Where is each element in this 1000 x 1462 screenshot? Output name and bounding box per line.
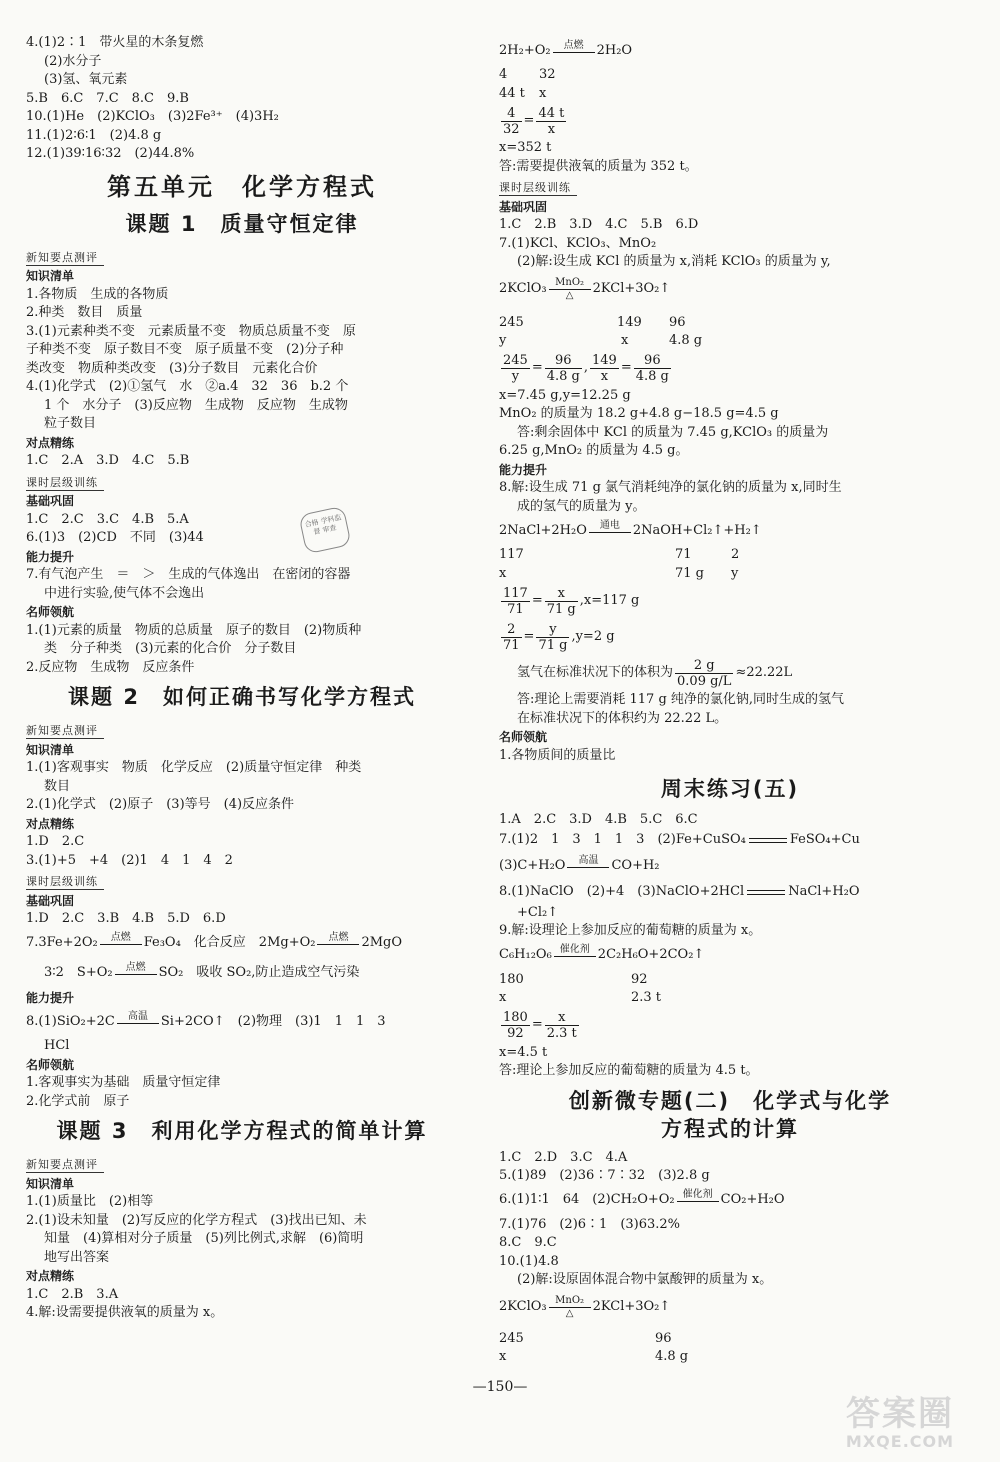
mass-value: x (499, 990, 507, 1005)
condition-bottom: △ (565, 290, 574, 301)
answer-line: 8.解:设生成 71 g 氯气消耗纯净的氯化钠的质量为 x,同时生 (499, 480, 842, 495)
equation-text: 2H₂+O₂ (499, 42, 551, 58)
mass-row (499, 85, 961, 104)
reaction-condition (317, 932, 359, 955)
answer-line: 4.(1)化学式 (2)①氢气 水 ②a.4 32 36 b.2 个 (26, 379, 349, 394)
equation-text: CO₂+H₂O (720, 1192, 785, 1208)
mass-row (499, 332, 961, 351)
subheading: 基础巩固 (26, 893, 75, 908)
equation-text: 2KClO₃ (499, 1299, 547, 1315)
answer-line: 2.(1)化学式 (2)原子 (3)等号 (4)反应条件 (26, 797, 295, 812)
mass-value: 245 (499, 314, 524, 330)
answer-line: 11.(1)2∶6∶1 (2)4.8 g (26, 127, 162, 143)
answer-line: x=7.45 g,y=12.25 g (499, 387, 631, 403)
right-column (499, 36, 961, 1367)
equation-text: 2KClO₃ (499, 281, 547, 297)
equation-text: C₆H₁₂O₆ (499, 947, 552, 963)
answer-line: 7.(1)KCl、KClO₃、MnO₂ (499, 235, 657, 251)
mass-value: 96 (655, 1330, 672, 1346)
reaction-condition (553, 40, 595, 63)
equation-text: ,x=117 g (579, 592, 640, 608)
mass-row (499, 546, 961, 565)
unit-title: 第五单元 化学方程式 (107, 172, 377, 201)
equation-line (499, 272, 961, 308)
denominator: 71 (503, 637, 520, 653)
mass-value: 4.8 g (655, 1349, 689, 1364)
condition-top: 催化剂 (677, 1189, 719, 1202)
fraction (536, 622, 569, 653)
fraction (501, 586, 530, 617)
mass-value: 245 (499, 1330, 524, 1346)
equation-line (499, 852, 961, 882)
mass-value: 2.3 t (631, 990, 662, 1005)
proportion-line: $\frac{245}{y}$ = $\frac{96}{4.8 g}$ , $\frac{149}{x}$ = $\frac{96}{4.8 g}$ (503, 353, 669, 384)
answer-line: 1.(1)元素的质量 物质的总质量 原子的数目 (2)物质种 (26, 622, 362, 638)
fraction (501, 106, 522, 137)
equation-text: NaCl+H₂O (788, 884, 860, 900)
subheading: 能力提升 (26, 990, 75, 1005)
denominator: 2.3 t (546, 1026, 577, 1041)
equation-text: ,y=2 g (571, 628, 615, 644)
page-number: —150— (472, 1379, 528, 1395)
equation-text: 8.(1)NaClO (2)+4 (3)NaClO+2HCl (499, 884, 745, 900)
answer-line: 1 个 水分子 (3)反应物 生成物 反应物 生成物 (44, 397, 348, 413)
answer-line: 1.C 2.C 3.C 4.B 5.A (26, 511, 189, 527)
answer-line: 9.解:设理论上参加反应的葡萄糖的质量为 x。 (499, 923, 762, 938)
denominator: 71 g (538, 637, 568, 653)
numerator: y (536, 622, 569, 638)
condition-top: 点燃 (100, 932, 142, 945)
condition-top: 催化剂 (554, 944, 596, 957)
mass-value: 92 (631, 971, 648, 987)
answer-line: 5.B 6.C 7.C 8.C 9.B (26, 90, 189, 106)
denominator: 0.09 g/L (677, 673, 732, 689)
mass-value: y (731, 565, 739, 581)
fraction (536, 106, 566, 137)
reaction-condition (549, 1295, 591, 1320)
equation-text: 2C₂H₆O+2CO₂↑ (597, 947, 705, 963)
answer-line: 6.25 g,MnO₂ 的质量为 4.5 g。 (499, 443, 689, 458)
equation-text: 2KCl+3O₂↑ (592, 281, 671, 297)
equation-line (499, 1290, 961, 1326)
fraction (675, 658, 733, 689)
subheading: 知识清单 (26, 269, 75, 283)
denominator: 32 (503, 121, 520, 137)
answer-line: 答:剩余固体中 KCl 的质量为 7.45 g,KClO₃ 的质量为 (517, 424, 829, 440)
reaction-condition (100, 932, 142, 955)
numerator: 96 (634, 353, 671, 369)
answer-line: 数目 (44, 778, 71, 794)
reaction-condition (567, 855, 609, 878)
mass-row (499, 314, 961, 333)
answer-line: (2)水分子 (44, 53, 102, 69)
subheading: 对点精练 (26, 435, 75, 450)
subheading: 知识清单 (26, 1176, 75, 1191)
answer-line: 7.有气泡产生 ＝ ＞ 生成的气体逸出 在密闭的容器 (26, 567, 351, 582)
subheading: 基础巩固 (26, 494, 75, 508)
mass-row (499, 1348, 961, 1367)
section-label: 新知要点测评 (26, 723, 104, 739)
equation-text: 7.(1)2 1 3 1 1 3 (2)Fe+CuSO₄ (499, 832, 746, 848)
answer-line: 3.(1)+5 +4 (2)1 4 1 4 2 (26, 852, 233, 868)
subheading: 名师领航 (499, 730, 548, 744)
fraction (501, 353, 530, 384)
answer-line: 类改变 物质种类改变 (3)分子数目 元素化合价 (26, 360, 318, 376)
equation-text: (3)C+H₂O (499, 858, 566, 874)
equation-text: SO₂ 吸收 SO₂,防止造成空气污染 (158, 965, 360, 981)
denominator: 71 g (546, 601, 576, 617)
answer-line: 答:理论上需要消耗 117 g 纯净的氯化钠,同时生成的氢气 (517, 692, 845, 707)
subheading: 名师领航 (26, 1057, 75, 1072)
answer-line: x=352 t (499, 140, 552, 155)
answer-line: 1.各物质间的质量比 (499, 747, 616, 763)
equals-sign (747, 890, 785, 895)
numerator: x (545, 586, 578, 602)
answer-line: 2.化学式前 原子 (26, 1093, 130, 1109)
answer-line: 10.(1)He (2)KClO₃ (3)2Fe³⁺ (4)3H₂ (26, 109, 279, 124)
answer-line: HCl (44, 1038, 70, 1053)
lesson-title: 课题 2 如何正确书写化学方程式 (68, 685, 416, 709)
mass-value: 117 (499, 547, 524, 562)
condition-top: 通电 (589, 520, 631, 533)
answer-line: 中进行实验,使气体不会逸出 (44, 585, 205, 601)
mass-value: 180 (499, 971, 524, 987)
equation-text: FeSO₄+Cu (789, 832, 860, 848)
answer-line: 1.(1)质量比 (2)相等 (26, 1194, 154, 1209)
answer-line: 答:需要提供液氧的质量为 352 t。 (499, 158, 698, 174)
answer-line: 1.各物质 生成的各物质 (26, 286, 169, 302)
answer-line: (2)解:设原固体混合物中氯酸钾的质量为 x。 (517, 1272, 773, 1287)
answer-line: 粒子数目 (44, 416, 97, 431)
innovation-title-line1: 创新微专题(二) 化学式与化学 (568, 1088, 892, 1113)
mass-row (499, 66, 961, 85)
subheading: 知识清单 (26, 742, 75, 757)
subheading: 名师领航 (26, 605, 75, 619)
answer-line: 10.(1)4.8 (499, 1253, 559, 1269)
numerator: 96 (545, 353, 582, 369)
condition-top: 点燃 (115, 962, 157, 975)
answer-line: 5.(1)89 (2)36∶7∶32 (3)2.8 g (499, 1168, 710, 1183)
answer-line: 1.C 2.A 3.D 4.C 5.B (26, 453, 190, 468)
condition-top: 点燃 (317, 932, 359, 945)
answer-line: 1.D 2.C (26, 834, 85, 849)
numerator: x (545, 1010, 579, 1026)
equation-text: 2MgO (361, 935, 403, 951)
answer-line: 1.C 2.B 3.A (26, 1286, 119, 1302)
mass-value: x (621, 333, 629, 348)
numerator: 4 (501, 106, 522, 122)
mass-row (499, 971, 961, 990)
subheading: 对点精练 (26, 816, 75, 831)
equation-line (499, 36, 961, 66)
mass-value: x (539, 85, 547, 101)
mass-value: 96 (669, 314, 686, 330)
equation-line (26, 1007, 458, 1037)
condition-top: 高温 (567, 855, 609, 868)
answer-line: (2)解:设生成 KCl 的质量为 x,消耗 KClO₃ 的质量为 y, (517, 254, 831, 269)
equation-text: 2NaOH+Cl₂↑+H₂↑ (632, 522, 762, 538)
mass-value: 149 (617, 314, 642, 330)
condition-bottom: △ (565, 1308, 574, 1319)
section-label: 新知要点测评 (26, 250, 104, 266)
numerator: 180 (503, 1010, 528, 1025)
mass-value: x (499, 1349, 507, 1364)
answer-line: +Cl₂↑ (517, 904, 559, 920)
condition-top: MnO₂ (549, 1295, 591, 1308)
proportion-line: $\frac{117}{71}$ = $\frac{x}{71 g}$ ,x=117 g (503, 585, 640, 617)
answer-line: 子种类不变 原子数目不变 原子质量不变 (2)分子种 (26, 342, 344, 357)
answer-line: 2.反应物 生成物 反应条件 (26, 659, 195, 675)
equation-text: Fe₃O₄ 化合反应 2Mg+O₂ (143, 935, 316, 951)
mass-row (499, 565, 961, 584)
reaction-condition (549, 277, 591, 302)
equation-text: 2KCl+3O₂↑ (592, 1299, 671, 1315)
subheading: 对点精练 (26, 1269, 75, 1283)
equation-text: 氢气在标准状况下的体积为 (517, 664, 674, 680)
answer-line: 8.C 9.C (499, 1235, 557, 1250)
condition-top: MnO₂ (549, 277, 591, 290)
equation-line (499, 516, 961, 546)
stamp: 合格 学科监督 审查 (298, 506, 351, 555)
answer-line: 成的氢气的质量为 y。 (517, 498, 646, 514)
proportion-line: $\frac{180}{92}$ = $\frac{x}{2.3 t}$ (503, 1010, 577, 1041)
fraction (634, 353, 671, 384)
reaction-condition (554, 944, 596, 967)
reaction-condition (589, 520, 631, 543)
numerator: 2 (501, 622, 522, 638)
answer-line: x=4.5 t (499, 1044, 548, 1060)
numerator: 245 (503, 353, 528, 368)
answer-line: 地写出答案 (44, 1249, 110, 1265)
answer-line: 7.(1)76 (2)6∶1 (3)63.2% (499, 1216, 681, 1232)
answer-line: 4.(1)2∶1 带火星的木条复燃 (26, 35, 204, 50)
condition-top: 高温 (117, 1011, 159, 1024)
equation-text: 3∶2 S+O₂ (44, 965, 113, 981)
denominator: 4.8 g (546, 369, 580, 384)
answer-line: 1.D 2.C 3.B 4.B 5.D 6.D (26, 911, 226, 926)
numerator: 117 (503, 585, 528, 601)
fraction (501, 622, 522, 653)
subheading: 能力提升 (26, 549, 75, 564)
mass-value: 32 (539, 67, 556, 82)
equation-line (499, 882, 961, 904)
equation-text: 6.(1)1∶1 64 (2)CH₂O+O₂ (499, 1192, 675, 1208)
equation-text: 7.3Fe+2O₂ (26, 935, 98, 951)
section-label: 课时层级训练 (26, 874, 104, 890)
mass-row (499, 1330, 961, 1349)
answer-line: 6.(1)3 (2)CD 不同 (3)44 (26, 530, 204, 545)
numerator: 44 t (538, 105, 565, 121)
mass-value: 44 t (499, 85, 525, 101)
answer-line: 答:理论上参加反应的葡萄糖的质量为 4.5 t。 (499, 1063, 759, 1078)
equation-text: 8.(1)SiO₂+2C (26, 1013, 115, 1029)
denominator: 4.8 g (635, 369, 669, 384)
equation-text: Si+2CO↑ (2)物理 (3)1 1 1 3 (160, 1013, 386, 1029)
answer-line: 类 分子种类 (3)元素的化合价 分子数目 (44, 641, 297, 656)
equation-text: ≈22.22L (735, 664, 793, 680)
denominator: y (511, 369, 520, 384)
mass-row (499, 989, 961, 1008)
equation-line (26, 929, 458, 959)
mass-value: 2 (731, 547, 740, 562)
denominator: x (547, 121, 556, 137)
equation-line (26, 959, 458, 989)
left-column (26, 34, 458, 1323)
mass-value: y (499, 333, 507, 348)
answer-line: 4.解:设需要提供液氧的质量为 x。 (26, 1305, 224, 1320)
numerator: 149 (592, 353, 617, 368)
equation-text: 2NaCl+2H₂O (499, 522, 587, 538)
answer-line: 2.(1)设未知量 (2)写反应的化学方程式 (3)找出已知、未 (26, 1212, 367, 1228)
section-label: 新知要点测评 (26, 1157, 104, 1173)
mass-value: 4 (499, 67, 508, 82)
reaction-condition (677, 1189, 719, 1212)
section-label: 课时层级训练 (499, 180, 577, 196)
mass-value: 71 (675, 547, 692, 562)
answer-line: 1.C 2.B 3.D 4.C 5.B 6.D (499, 217, 699, 232)
answer-line: 知量 (4)算相对分子质量 (5)列比例式,求解 (6)简明 (44, 1231, 364, 1246)
subheading: 能力提升 (499, 462, 548, 477)
condition-top: 点燃 (553, 40, 595, 53)
fraction (501, 1010, 530, 1041)
subheading: 基础巩固 (499, 199, 548, 214)
mass-value: x (499, 565, 507, 581)
equation-line (499, 830, 961, 852)
denominator: 71 (507, 601, 524, 617)
fraction (545, 353, 582, 384)
answer-line: 在标准状况下的体积约为 22.22 L。 (517, 710, 728, 726)
fraction (545, 1010, 579, 1041)
mass-value: 4.8 g (669, 333, 703, 348)
reaction-condition (117, 1011, 159, 1034)
equation-text: 2H₂O (596, 42, 633, 58)
numerator: 2 g (675, 658, 733, 674)
watermark-logo (815, 1395, 985, 1457)
answer-line: 12.(1)39∶16∶32 (2)44.8% (26, 146, 195, 161)
answer-line: 3.(1)元素种类不变 元素质量不变 物质总质量不变 原 (26, 323, 356, 339)
equals-sign (749, 838, 787, 843)
proportion-line: $\frac{2}{71}$ = $\frac{y}{71 g}$ ,y=2 g (503, 621, 615, 653)
mass-value: 71 g (675, 565, 704, 581)
denominator: 92 (507, 1026, 524, 1041)
denominator: x (600, 369, 609, 384)
innovation-title-line2: 方程式的计算 (661, 1116, 799, 1141)
equation-text: CO+H₂ (611, 858, 660, 874)
lesson-title: 课题 1 质量守恒定律 (125, 211, 359, 236)
equation-line (499, 1186, 961, 1216)
answer-line: 1.(1)客观事实 物质 化学反应 (2)质量守恒定律 种类 (26, 760, 362, 775)
fraction (590, 353, 619, 384)
section-label: 课时层级训练 (26, 475, 104, 491)
lesson-title: 课题 3 利用化学方程式的简单计算 (56, 1119, 428, 1143)
watermark-text: 答案圈 (846, 1394, 954, 1434)
answer-line: (3)氢、氧元素 (44, 72, 128, 87)
answer-line: 1.A 2.C 3.D 4.B 5.C 6.C (499, 812, 698, 827)
proportion-line (499, 655, 961, 691)
answer-line: 1.客观事实为基础 质量守恒定律 (26, 1075, 221, 1090)
fraction (545, 586, 578, 617)
reaction-condition (115, 962, 157, 985)
weekend-title: 周末练习(五) (660, 777, 800, 801)
answer-line: 1.C 2.D 3.C 4.A (499, 1149, 628, 1165)
proportion-line: $\frac{4}{32}$ = $\frac{44 t}{x}$ (503, 105, 565, 137)
answer-line: MnO₂ 的质量为 18.2 g+4.8 g−18.5 g=4.5 g (499, 406, 779, 421)
watermark-url: MXQE.COM (845, 1432, 955, 1451)
equation-line (499, 941, 961, 971)
answer-line: 2.种类 数目 质量 (26, 305, 143, 320)
